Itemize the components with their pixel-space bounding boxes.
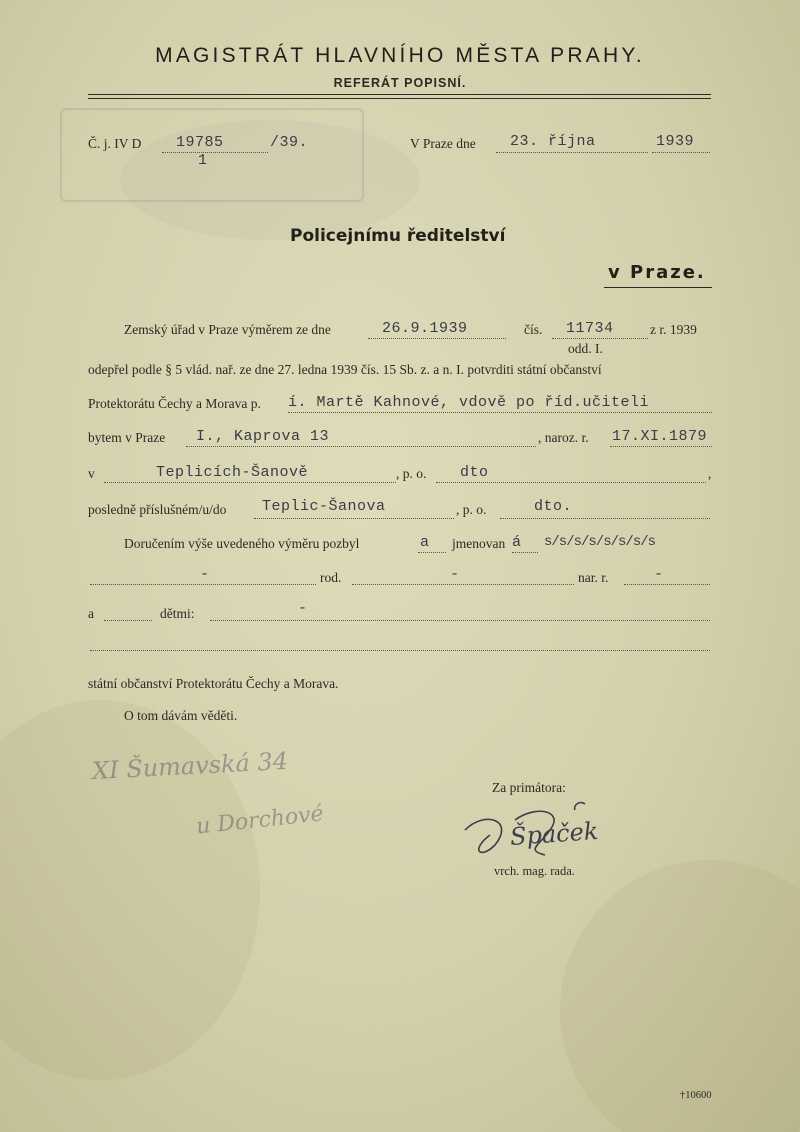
document-date: 23. října [510,133,596,150]
residence-line [186,446,536,447]
domicile-label: posledně příslušném/u/do [88,502,227,517]
birthplace-po-label: , p. o. [396,466,427,481]
birth-date: 17.XI.1879 [612,428,708,445]
delivery-suffix-line [418,552,446,553]
pencil-note-name: u Dorchové [195,801,325,840]
signature-for: Za primátora: [492,780,566,795]
ref-number-line [162,152,268,153]
birthplace: Teplicích-Šanově [156,464,309,481]
document-year: 1939 [656,133,695,150]
citizenship-text: státní občanství Protektorátu Čechy a Morava. [88,676,339,691]
ref-subnumber: 1 [198,152,208,169]
decree-year: z r. 1939 [650,322,697,337]
place-label: V Praze dne [410,136,476,151]
decree-number-label: čís. [524,322,543,337]
named-suffix-line [512,552,538,553]
residence-label: bytem v Praze [88,430,166,445]
nar-label: nar. r. [578,570,609,585]
addressee-city: v Praze. [608,262,706,283]
protectorate-label: Protektorátu Čechy a Morava p. [88,396,261,411]
decree-number-line [552,338,648,339]
signatory-title: vrch. mag. rada. [494,864,575,878]
line-end-comma: , [708,466,712,481]
domicile-line [254,518,454,519]
residence-address: I., Kaprova 13 [196,428,330,445]
birthplace-line [104,482,396,483]
children-line [210,620,710,621]
children-dash: - [298,600,308,617]
date-line [496,152,648,153]
domicile-po: dto. [534,498,573,515]
children-count-line [104,620,152,621]
blank-dash-1: - [200,566,210,583]
office-title: MAGISTRÁT HLAVNÍHO MĚSTA PRAHY. [155,44,645,67]
form-code: †10600 [680,1090,712,1101]
person-name: í. Martě Kahnové, vdově po říd.učiteli [288,394,650,411]
header-rule [88,94,711,95]
blank-line-a [90,584,316,585]
and-label: a [88,606,94,621]
faint-stamp [60,108,364,202]
named-label: jmenovan [452,536,506,551]
department-ref: odd. I. [568,341,603,356]
ref-prefix: Č. j. IV D [88,136,142,151]
decree-date-line [368,338,506,339]
department-subtitle: REFERÁT POPISNÍ. [333,76,467,90]
children-label: dětmi: [160,606,195,621]
city-underline [604,287,712,288]
decree-date: 26.9.1939 [382,320,468,337]
blank-line-c [624,584,710,585]
blank-line-b [352,584,574,585]
addressee-line1: Policejnímu ředitelství [290,226,506,246]
birth-label: , naroz. r. [538,430,589,445]
blank-dash-2: - [450,566,460,583]
delivery-text: Doručením výše uvedeného výměru pozbyl [124,536,360,551]
ref-number: 19785 [176,134,224,151]
rod-label: rod. [320,570,342,585]
domicile: Teplic-Šanova [262,498,386,515]
blank-dash-3: - [654,566,664,583]
domicile-po-line [500,518,710,519]
person-name-line [288,412,712,413]
birthplace-po-line [436,482,706,483]
blank-line-full [90,650,710,651]
birthplace-prefix: v [88,466,95,481]
decree-number: 11734 [566,320,614,337]
delivery-suffix: a [420,534,430,551]
notification-text: O tom dávám věděti. [124,708,238,723]
birth-line [610,446,712,447]
header-rule-thin [88,98,711,99]
struck-through-text: s/s/s/s/s/s/s/s [544,534,656,550]
body-intro: Zemský úřad v Praze výměrem ze dne [124,322,331,337]
pencil-note-address: XI Šumavská 34 [91,746,289,786]
domicile-po-label: , p. o. [456,502,487,517]
named-suffix: á [512,534,522,551]
ref-year: /39. [270,134,309,151]
birthplace-po: dto [460,464,489,481]
body-legal-text: odepřel podle § 5 vlád. nař. ze dne 27. ledna 1939 čís. 15 Sb. z. a n. I. potvrditi státní občanství [88,362,602,377]
signature-name: Špaček [509,816,600,852]
date-year-line [652,152,710,153]
